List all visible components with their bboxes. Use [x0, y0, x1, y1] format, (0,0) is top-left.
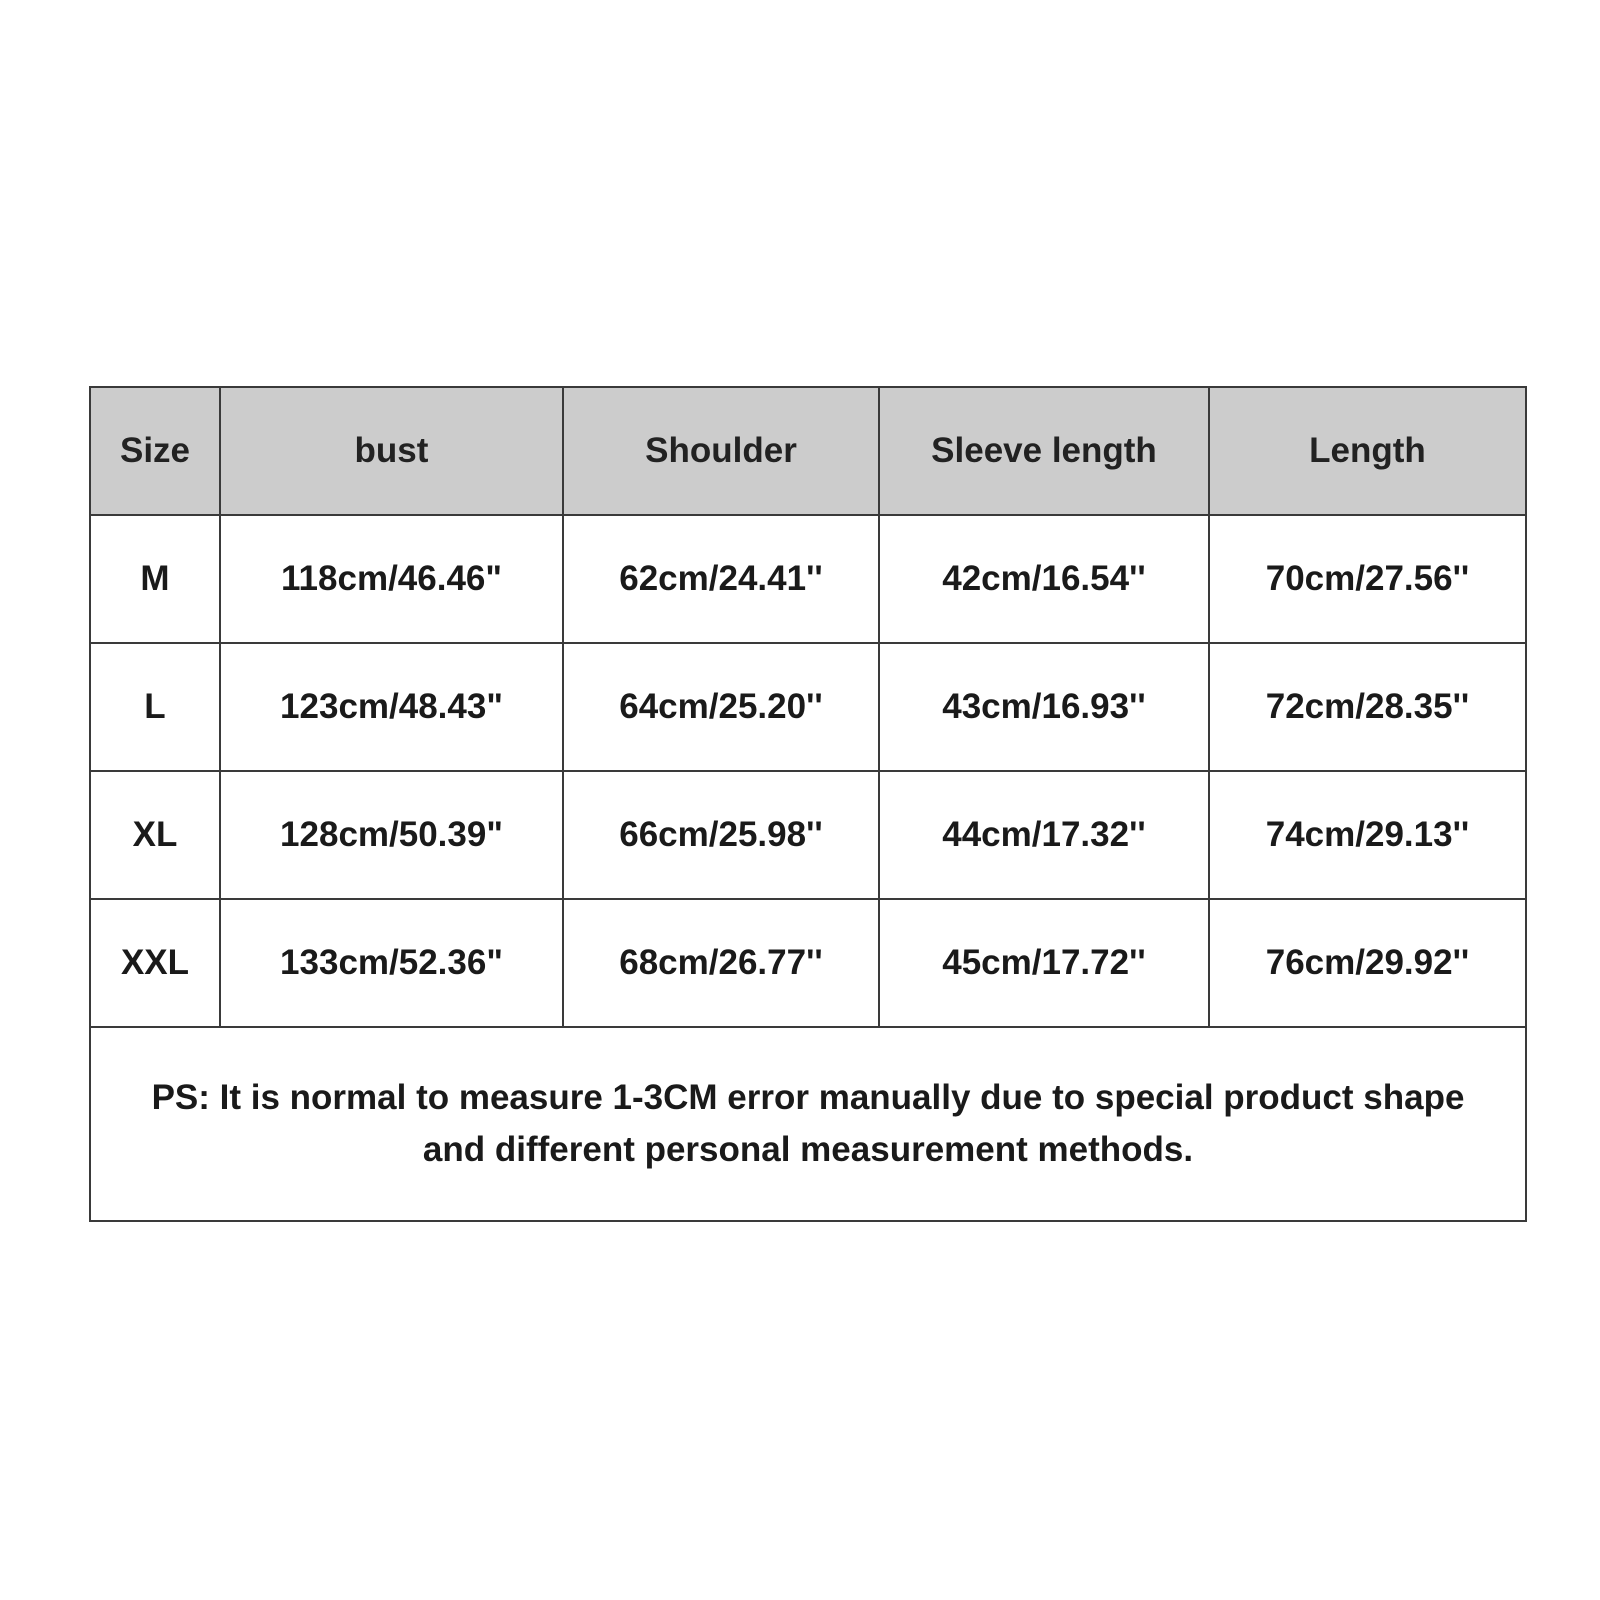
cell-bust: 118cm/46.46"	[220, 515, 563, 643]
measurement-note	[90, 1027, 1526, 1221]
cell-size: XL	[90, 771, 220, 899]
cell-length: 76cm/29.92''	[1209, 899, 1526, 1027]
header-shoulder: Shoulder	[563, 387, 879, 515]
cell-size: M	[90, 515, 220, 643]
cell-shoulder: 64cm/25.20''	[563, 643, 879, 771]
cell-sleeve-length: 43cm/16.93''	[879, 643, 1209, 771]
table-row	[90, 899, 1526, 1027]
note-line-2: and different personal measurement methods.	[422, 1130, 1194, 1169]
cell-length: 72cm/28.35''	[1209, 643, 1526, 771]
header-sleeve-length: Sleeve length	[879, 387, 1209, 515]
size-chart-table	[89, 386, 1527, 1222]
cell-sleeve-length: 42cm/16.54''	[879, 515, 1209, 643]
table-row	[90, 643, 1526, 771]
cell-size: XXL	[90, 899, 220, 1027]
table-row	[90, 771, 1526, 899]
cell-shoulder: 62cm/24.41''	[563, 515, 879, 643]
note-row	[90, 1027, 1526, 1221]
cell-sleeve-length: 45cm/17.72''	[879, 899, 1209, 1027]
header-length: Length	[1209, 387, 1526, 515]
cell-shoulder: 66cm/25.98''	[563, 771, 879, 899]
header-row	[90, 387, 1526, 515]
cell-shoulder: 68cm/26.77''	[563, 899, 879, 1027]
cell-sleeve-length: 44cm/17.32''	[879, 771, 1209, 899]
cell-size: L	[90, 643, 220, 771]
cell-bust: 133cm/52.36"	[220, 899, 563, 1027]
header-size: Size	[90, 387, 220, 515]
cell-length: 74cm/29.13''	[1209, 771, 1526, 899]
cell-bust: 123cm/48.43"	[220, 643, 563, 771]
header-bust: bust	[220, 387, 563, 515]
cell-length: 70cm/27.56''	[1209, 515, 1526, 643]
table-row	[90, 515, 1526, 643]
note-line-1: PS: It is normal to measure 1-3CM error manually due to special product shape	[151, 1078, 1465, 1117]
cell-bust: 128cm/50.39"	[220, 771, 563, 899]
